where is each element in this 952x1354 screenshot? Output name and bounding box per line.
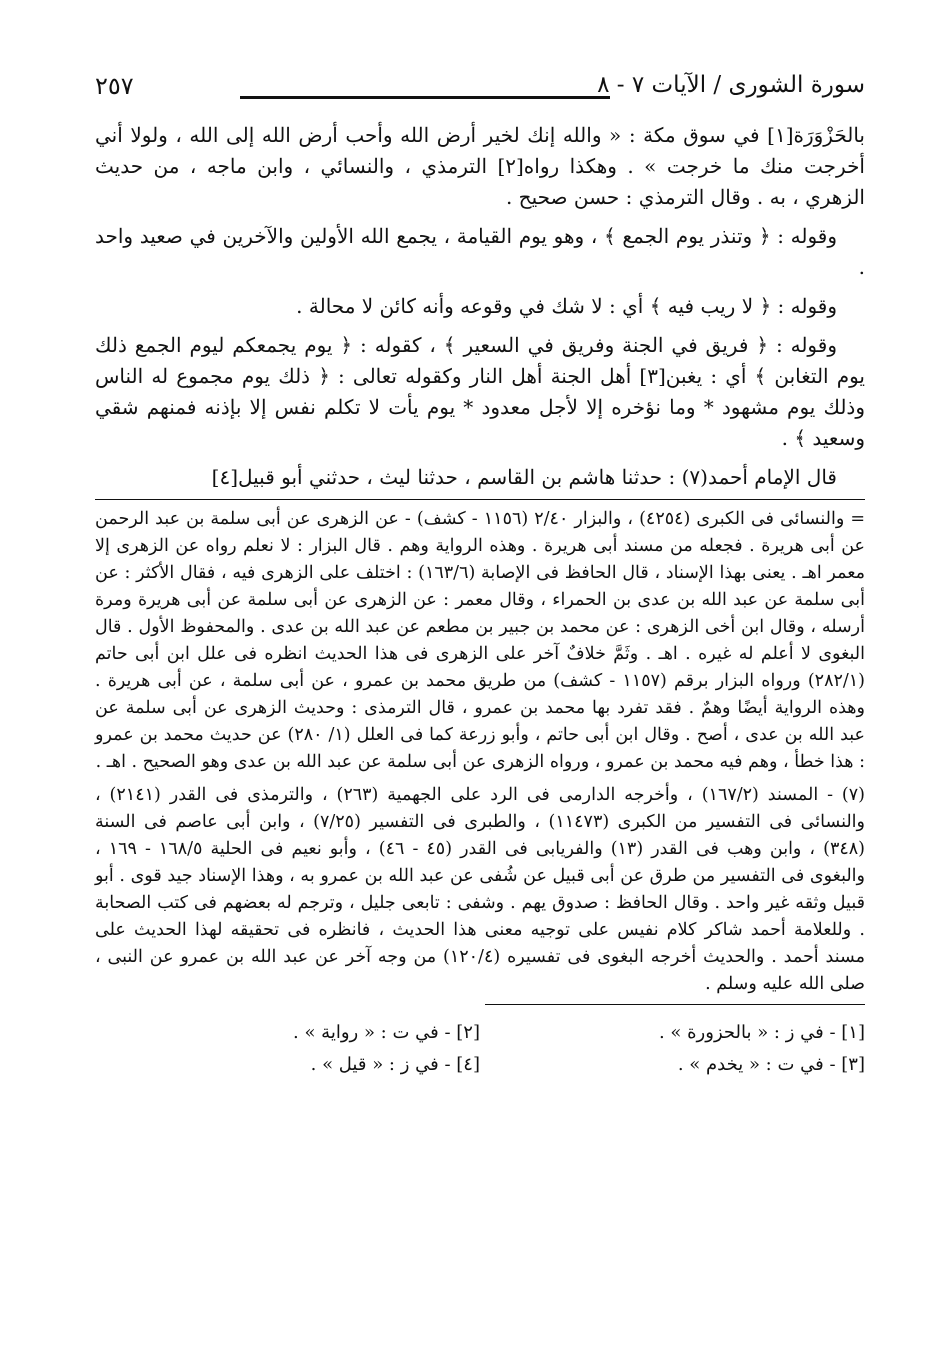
variant-2: [٢] - في ت : « رواية » . bbox=[293, 1022, 480, 1043]
apparatus-rule bbox=[485, 1004, 865, 1005]
variant-1: [١] - في ز : « بالحزورة » . bbox=[658, 1022, 865, 1043]
page-number: ٢٥٧ bbox=[95, 72, 134, 100]
footnote-7: (٧) - المسند (١٦٧/٢) ، وأخرجه الدارمى فى الرد على الجهمية (٢٦٣) ، والترمذى فى القدر (٢١٤١) ، والنسائى فى التفسير من الكبرى (١١٤٧٣) ، والطبرى فى التفسير (٧/٢٥) ، وابن أبى عاصم فى السنة (٣٤٨) ، وابن وهب فى القدر (١٣) والفريابى فى القدر (٤٥ - ٤٦) ، وأبو نعيم فى الحلية ١٦٨/٥ - ١٦٩ ، والبغوى فى التفسير من طرق عن أبى قبيل عن شُفى عن عبد الله بن عمرو به ، وهذا الإسناد جيد قوى . أبو قبيل وثقه غير واحد . وقال الحافظ : صدوق يهم . وشفى : تابعى جليل ، وترجم له بعضهم فى كتب الصحابة . وللعلامة أحمد شاكر كلام نفيس على توجيه معنى هذا الحديث ، فانظره فى تحقيقه لهذا الحديث على مسند أحمد . والحديث أخرجه البغوى فى تفسيره (١٢٠/٤) من وجه آخر عن عبد الله بن عمرو عن النبى ، صلى الله عليه وسلم . bbox=[95, 785, 865, 994]
header-rule bbox=[240, 96, 610, 99]
variant-4: [٤] - في ز : « قيل » . bbox=[310, 1054, 480, 1075]
footnote-rule bbox=[95, 499, 865, 500]
paragraph-2: وقوله : ﴿ وتنذر يوم الجمع ﴾ ، وهو يوم القيامة ، يجمع الله الأولين والآخرين في صعيد واحد . bbox=[95, 224, 865, 279]
main-text bbox=[95, 120, 865, 1081]
variant-readings bbox=[95, 1017, 865, 1081]
paragraph-4: وقوله : ﴿ فريق في الجنة وفريق في السعير ﴾ ، كقوله : ﴿ يوم يجمعكم ليوم الجمع ذلك يوم التغابن ﴾ أي : يغبن[٣] أهل الجنة أهل النار وكقوله تعالى : ﴿ ذلك يوم مجموع له الناس وذلك يوم مشهود * وما نؤخره إلا لأجل معدود * يوم يأت لا تكلم نفس إلا بإذنه فمنهم شقي وسعيد ﴾ . bbox=[95, 333, 866, 450]
paragraph-5: قال الإمام أحمد(٧) : حدثنا هاشم بن القاسم ، حدثنا ليث ، حدثني أبو قبيل[٤] bbox=[211, 465, 837, 489]
variant-3: [٣] - في ت : « يخدم » . bbox=[677, 1054, 865, 1075]
paragraph-1: بالحَزْوَرَة[١] في سوق مكة : « والله إنك لخير أرض الله وأحب أرض الله إلى الله ، ولولا أني أخرجت منك ما خرجت » . وهكذا رواه[٢] الترمذي ، والنسائي ، وابن ماجه ، من حديث الزهري ، به . وقال الترمذي : حسن صحيح . bbox=[95, 123, 865, 209]
footnote-continued: = والنسائى فى الكبرى (٤٢٥٤) ، والبزار ٢/٤٠ (١١٥٦ - كشف) - عن الزهرى عن أبى سلمة بن عبد الرحمن عن أبى هريرة . فجعله من مسند أبى هريرة . وهذه الرواية وهم . قال البزار : لا نعلم رواه عن الزهرى إلا معمر اهـ . يعنى بهذا الإسناد ، قال الحافظ فى الإصابة (١٦٣/٦) : اختلف على الزهرى فيه ، فقال الأكثر : عن أبى سلمة عن عبد الله بن عدى بن الحمراء ، وقال معمر : عن الزهرى عن أبى سلمة عن أبى هريرة ومرة أرسله ، وقال ابن أخى الزهرى : عن محمد بن جبير بن مطعم عن عبد الله بن عدى . والمحفوظ الأول . قال البغوى لا أعلم له غيره . اهـ . وثَمَّ خلافٌ آخر على الزهرى فى هذا الحديث انظره فى علل ابن أبى حاتم (٢٨٢/١) ورواه البزار برقم (١١٥٧ - كشف) من طريق محمد بن عمرو ، عن أبى سلمة ، عن أبى هريرة . وهذه الرواية أيضًا وهمٌ . فقد تفرد بها محمد بن عمرو ، قال الترمذى : وحديث الزهرى عن أبى سلمة عن عبد الله بن عدى ، أصح . وقال ابن أبى حاتم ، وأبو زرعة كما فى العلل (١/ ٢٨٠) عن حديث محمد بن عمرو : هذا خطأ ، وهم فيه محمد بن عمرو ، ورواه الزهرى عن أبى سلمة عن عبد الله بن عدى وهو الصحيح . اهـ . bbox=[95, 509, 866, 772]
paragraph-3: وقوله : ﴿ لا ريب فيه ﴾ أي : لا شك في وقوعه وأنه كائن لا محالة . bbox=[296, 294, 837, 318]
footnotes bbox=[95, 506, 865, 998]
running-title: سورة الشورى / الآيات ٧ - ٨ bbox=[597, 72, 865, 98]
running-header bbox=[95, 72, 865, 112]
